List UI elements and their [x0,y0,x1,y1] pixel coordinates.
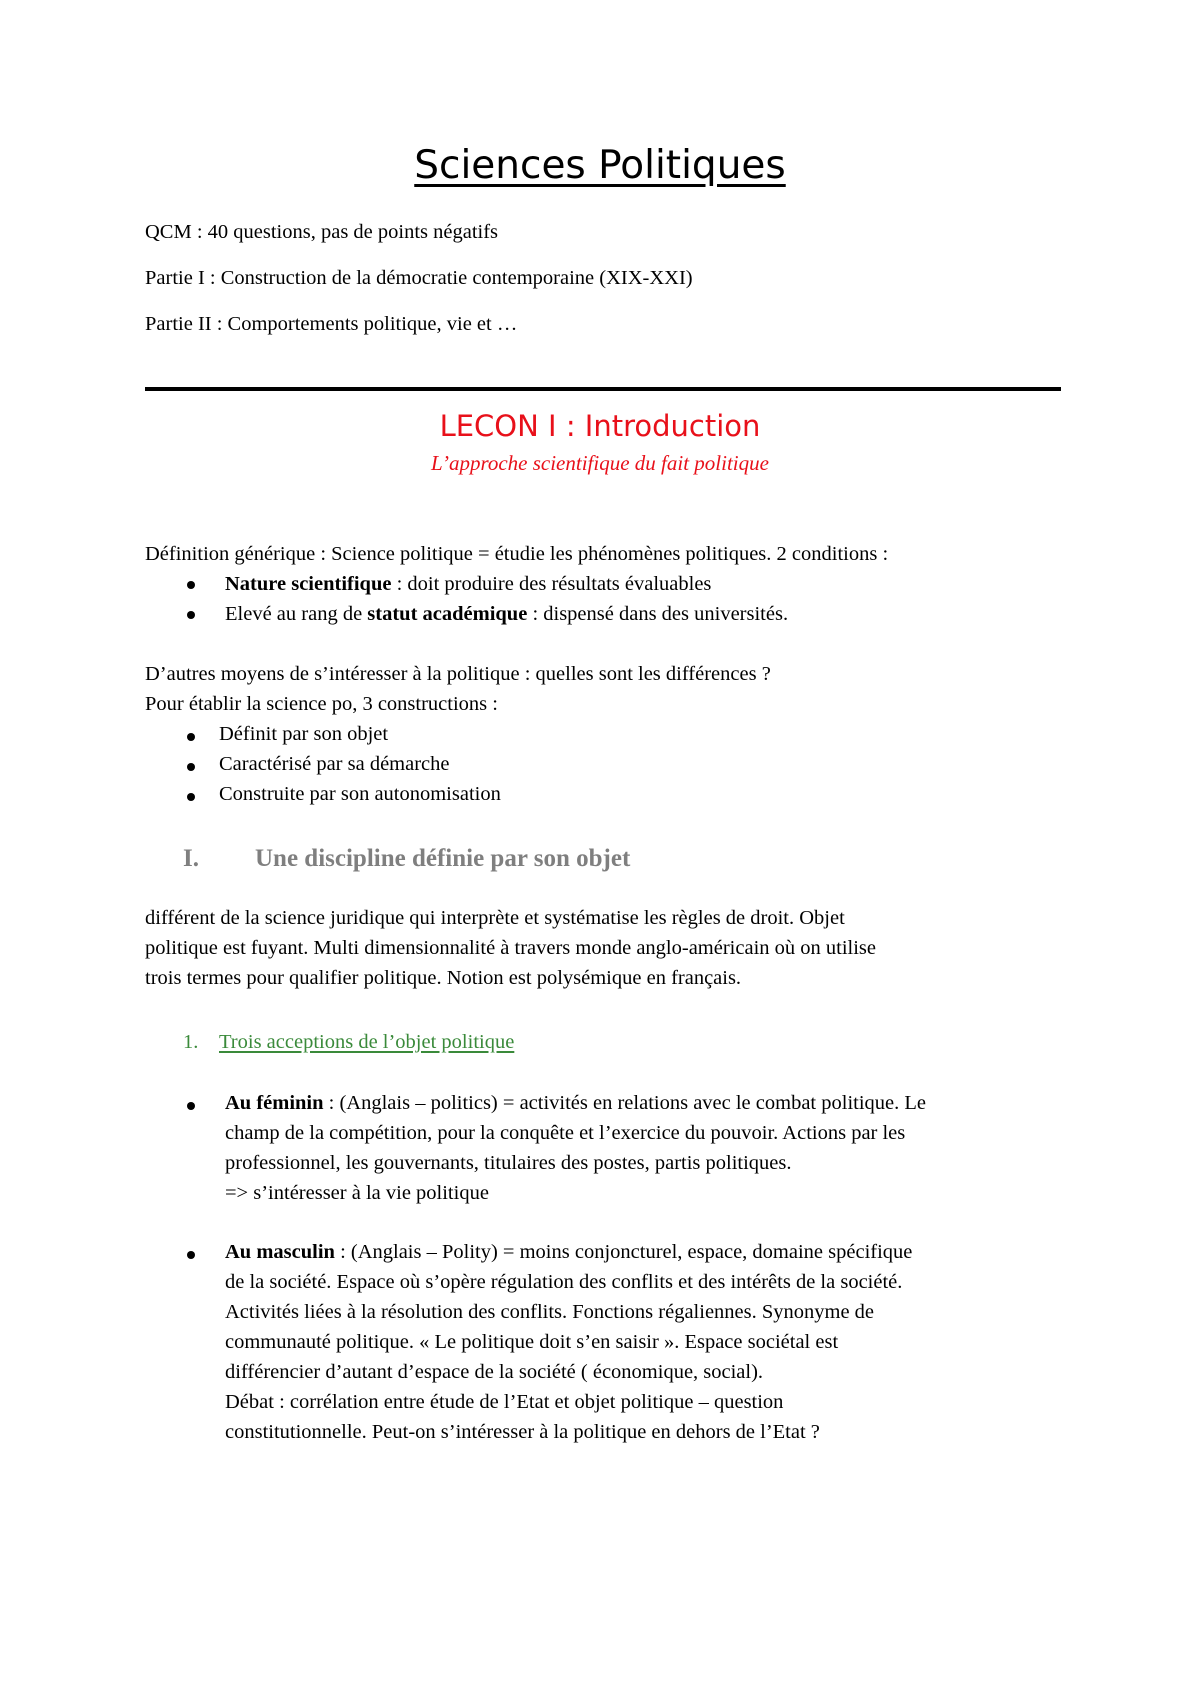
feminin-line: => s’intéresser à la vie politique [225,1182,489,1204]
lecon-title: LECON I : Introduction [439,409,761,443]
bold-term: Au masculin [225,1241,335,1263]
section-paragraph-line: différent de la science juridique qui interprète et systématise les règles de droit. Objet [145,907,845,929]
autres-bullet-3: Construite par son autonomisation [219,783,501,805]
section-paragraph-line: trois termes pour qualifier politique. Notion est polysémique en français. [145,967,742,989]
horizontal-rule [145,387,1061,391]
masculin-line: communauté politique. « Le politique doit s’en saisir ». Espace sociétal est [225,1331,839,1353]
autres-line-2: Pour établir la science po, 3 constructions : [145,693,498,715]
bullet-icon [187,581,195,589]
masculin-line: de la société. Espace où s’opère régulation des conflits et des intérêts de la société. [225,1271,903,1293]
definition-bullet-1 [225,573,711,596]
bullet-text: : (Anglais – politics) = activités en relations avec le combat politique. Le [323,1092,926,1114]
definition-bullet-2 [225,603,788,626]
lecon-subtitle: L’approche scientifique du fait politique [431,451,769,475]
bullet-icon [187,1251,195,1259]
bold-term: Au féminin [225,1092,324,1114]
autres-line-1: D’autres moyens de s’intéresser à la politique : quelles sont les différences ? [145,663,771,685]
bullet-text: : (Anglais – Polity) = moins conjoncturel, espace, domaine spécifique [334,1241,913,1263]
masculin-line: constitutionnelle. Peut-on s’intéresser à la politique en dehors de l’Etat ? [225,1421,820,1443]
feminin-line: champ de la compétition, pour la conquête et l’exercice du pouvoir. Actions par les [225,1122,906,1144]
autres-bullet-2: Caractérisé par sa démarche [219,753,450,775]
autres-bullet-1: Définit par son objet [219,723,389,745]
feminin-line-1 [225,1092,926,1115]
subsection-number: 1. [183,1031,199,1053]
section-paragraph-line: politique est fuyant. Multi dimensionnalité à travers monde anglo-américain où on utilise [145,937,876,959]
bold-term: statut académique [367,603,528,625]
bullet-text: : dispensé dans des universités. [527,603,789,625]
page-title: Sciences Politiques [414,143,786,188]
partie-2-line: Partie II : Comportements politique, vie et … [145,313,518,335]
masculin-line: Débat : corrélation entre étude de l’Etat et objet politique – question [225,1391,784,1413]
bullet-icon [187,611,195,619]
bullet-text: : doit produire des résultats évaluables [391,573,712,595]
bullet-icon [187,793,195,801]
masculin-line: différencier d’autant d’espace de la société ( économique, social). [225,1361,764,1383]
subsection-heading: Trois acceptions de l’objet politique [219,1031,515,1053]
partie-1-line: Partie I : Construction de la démocratie contemporaine (XIX-XXI) [145,267,693,289]
feminin-line: professionnel, les gouvernants, titulaires des postes, partis politiques. [225,1152,792,1174]
masculin-line: Activités liées à la résolution des conflits. Fonctions régaliennes. Synonyme de [225,1301,875,1323]
bullet-icon [187,1102,195,1110]
bullet-text: Elevé au rang de [225,603,368,625]
masculin-line-1 [225,1241,912,1264]
section-heading: Une discipline définie par son objet [255,845,631,872]
section-number: I. [183,845,199,872]
definition-line: Définition générique : Science politique = étudie les phénomènes politiques. 2 conditions : [145,543,889,565]
bullet-icon [187,763,195,771]
bold-term: Nature scientifique [225,573,392,595]
bullet-icon [187,733,195,741]
qcm-line: QCM : 40 questions, pas de points négatifs [145,221,499,243]
